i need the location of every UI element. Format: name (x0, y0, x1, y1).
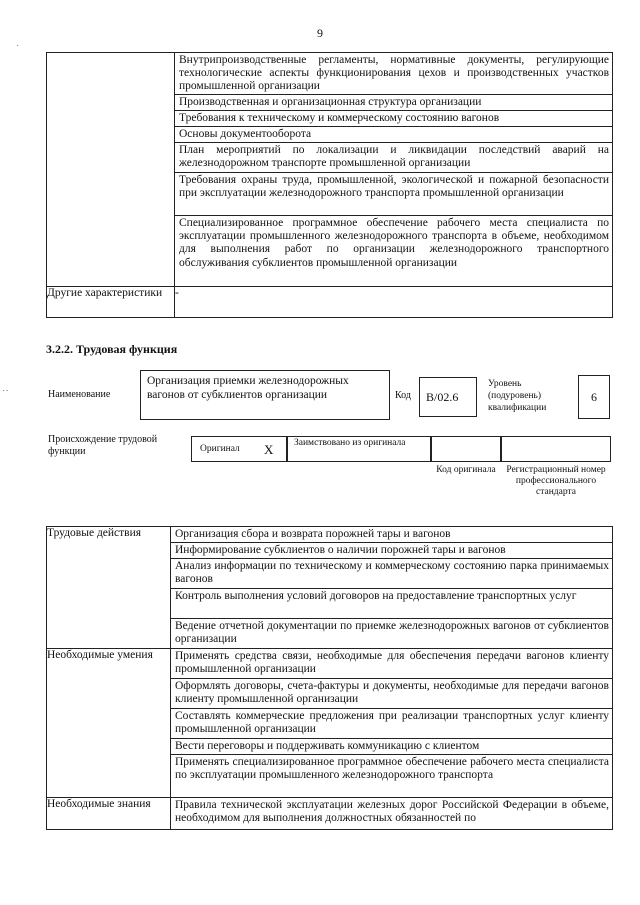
page-number: 9 (317, 26, 323, 40)
list-item: Анализ информации по техническому и коммерческому состоянию парка принимаемых вагонов (171, 559, 612, 589)
original-code-box (431, 436, 501, 462)
list-item: Внутрипроизводственные регламенты, нормативные документы, регулирующие технологические аспекты функционирования цехов и производственных участков промышленной организации (175, 53, 612, 95)
list-item: Применять специализированное программное обеспечение рабочего места специалиста по эксплуатации промышленного железнодорожного транспорта (175, 756, 609, 782)
knowledge-list (175, 53, 613, 287)
knowledge-table-top (46, 52, 613, 318)
required-knowledge-label: Необходимые знания (47, 798, 171, 830)
original-box (191, 436, 287, 462)
list-item: Основы документооборота (175, 127, 612, 143)
code-label: Код (395, 390, 411, 401)
original-code-caption: Код оригинала (436, 465, 496, 475)
labor-actions-label: Трудовые действия (47, 527, 171, 649)
level-label: Уровень (подуровень) квалификации (488, 379, 547, 413)
list-item: План мероприятий по локализации и ликвидации последствий аварий на железнодорожном транспорте промышленной организации (175, 143, 612, 173)
labor-actions-list (171, 527, 613, 649)
empty-label-cell (47, 53, 175, 287)
function-name-box: Организация приемки железнодорожных вагонов от субклиентов организации (140, 370, 390, 420)
required-skills-label: Необходимые умения (47, 649, 171, 798)
scan-mark: ‥ (2, 383, 9, 394)
list-item: Организация сбора и возврата порожней тары и вагонов (171, 527, 612, 543)
list-item: Составлять коммерческие предложения при реализации транспортных услуг клиенту промышленной организации (171, 709, 612, 739)
required-skills-list (171, 649, 613, 798)
original-mark: X (264, 442, 274, 457)
labor-function-table (46, 526, 613, 830)
list-item: Информирование субклиентов о наличии порожней тары и вагонов (171, 543, 612, 559)
name-label: Наименование (48, 389, 111, 400)
list-item: Требования охраны труда, промышленной, экологической и пожарной безопасности при эксплуатации железнодорожного транспорта промышленной организации (175, 173, 612, 216)
required-knowledge-list (171, 798, 613, 830)
list-item: Требования к техническому и коммерческому состоянию вагонов (175, 111, 612, 127)
original-label: Оригинал (200, 444, 240, 454)
level-box: 6 (578, 375, 610, 419)
origin-label: Происхождение трудовой функции (48, 434, 158, 457)
list-item: Оформлять договоры, счета-фактуры и документы, необходимые для передачи вагонов клиенту промышленной организации (171, 679, 612, 709)
registration-caption: Регистрационный номер профессионального стандарта (506, 465, 606, 497)
list-item: Производственная и организационная структура организации (175, 95, 612, 111)
list-item: Применять средства связи, необходимые для обеспечения передачи вагонов клиенту промышленной организации (171, 649, 612, 679)
code-box: В/02.6 (419, 377, 477, 417)
list-item: Специализированное программное обеспечение рабочего места специалиста по эксплуатации промышленного железнодорожного транспорта в объеме, необходимом для выполнения работ по организации железнодорожного транспортного обслуживания субклиентов промышленной организации (179, 217, 609, 269)
list-item: Контроль выполнения условий договоров на предоставление транспортных услуг (171, 589, 612, 619)
list-item: Вести переговоры и поддерживать коммуникацию с клиентом (171, 739, 612, 755)
scan-mark: ˙ (16, 44, 20, 55)
list-item: Правила технической эксплуатации железных дорог Российской Федерации в объеме, необходимом для выполнения должностных обязанностей по (175, 799, 609, 825)
other-characteristics-value: - (175, 287, 613, 318)
borrowed-box: Заимствовано из оригинала (287, 436, 431, 462)
section-title: 3.2.2. Трудовая функция (46, 342, 178, 356)
list-item: Ведение отчетной документации по приемке железнодорожных вагонов от субклиентов организации (175, 620, 609, 646)
other-characteristics-label: Другие характеристики (47, 287, 175, 318)
registration-number-box (501, 436, 611, 462)
